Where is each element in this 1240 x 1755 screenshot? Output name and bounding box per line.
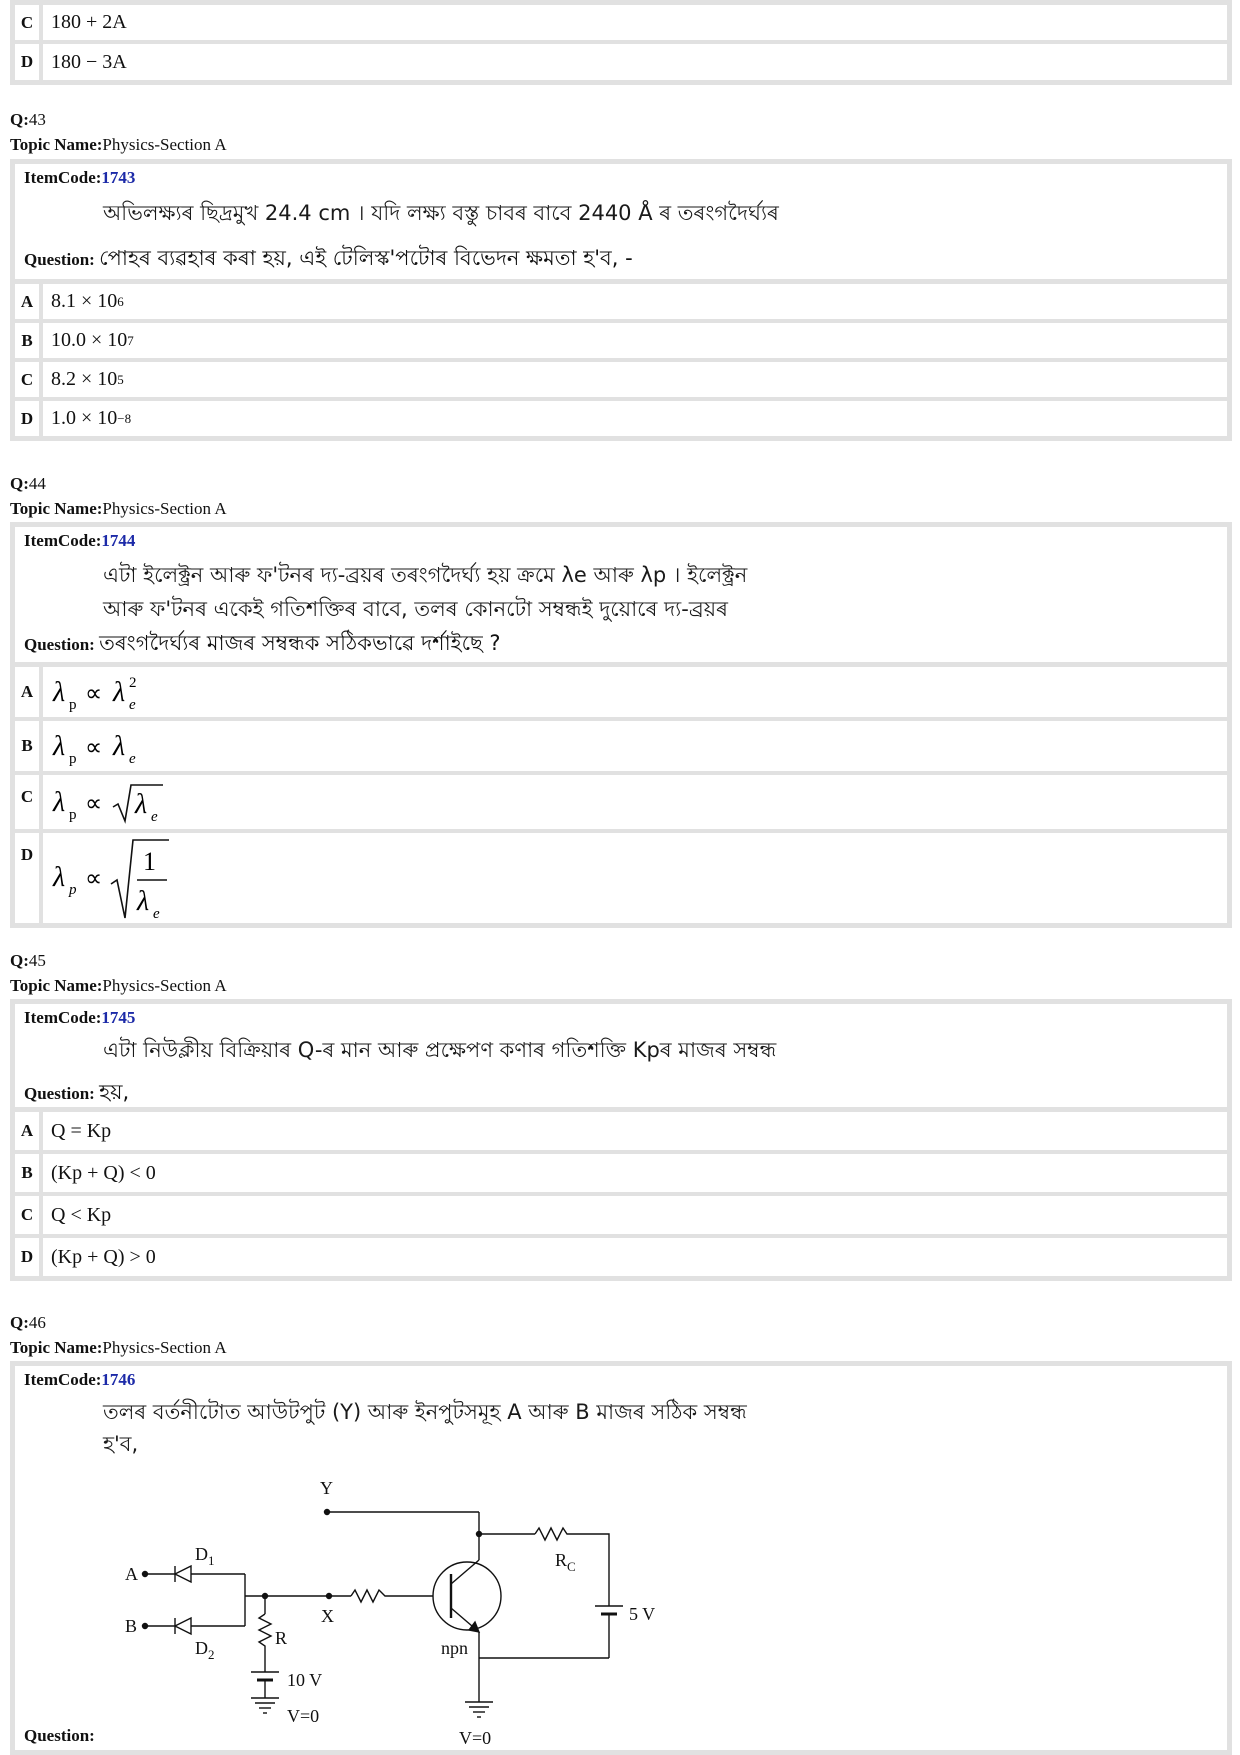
label-x: X — [321, 1606, 334, 1626]
question-box-43 — [10, 159, 1232, 279]
option-value: Q = Kp — [51, 1119, 112, 1142]
svg-text:λ: λ — [135, 789, 148, 820]
svg-text:p: p — [69, 751, 77, 767]
q-label: Q: — [10, 110, 29, 129]
question-box-44 — [10, 522, 1232, 662]
option-row[interactable] — [15, 323, 1227, 358]
option-letter: D — [15, 401, 43, 436]
option-value: Q < Kp — [51, 1203, 112, 1226]
svg-text:λ: λ — [113, 731, 126, 762]
question-header-43 — [10, 107, 227, 157]
svg-text:∝: ∝ — [85, 681, 103, 707]
question-text-line1: তলৰ বৰ্তনীটোত আউটপুট (Y) আৰু ইনপুটসমূহ A আৰু B মাজৰ সঠিক সম্বন্ধ — [103, 1400, 747, 1424]
svg-text:λ: λ — [53, 731, 66, 762]
topic-name: Physics-Section A — [102, 976, 227, 995]
svg-text:λ: λ — [53, 862, 66, 893]
option-letter: D — [15, 833, 43, 923]
svg-text:∝: ∝ — [85, 791, 103, 817]
question-text-line2: হ'ব, — [103, 1432, 139, 1456]
formula-c — [51, 777, 191, 827]
option-letter: A — [15, 1112, 43, 1150]
option-value — [43, 667, 1227, 717]
svg-text:e: e — [151, 809, 158, 825]
item-code: ItemCode:1744 — [24, 531, 136, 550]
question-label: Question: — [24, 1726, 95, 1745]
question-number: 43 — [28, 110, 46, 129]
options-table-44 — [10, 662, 1232, 928]
option-row[interactable] — [15, 833, 1227, 923]
formula-b — [51, 723, 171, 769]
svg-text:p: p — [69, 697, 77, 713]
svg-text:e: e — [129, 697, 136, 713]
svg-text:λ: λ — [113, 677, 126, 708]
label-v0-resistor: V=0 — [287, 1706, 320, 1726]
option-value: (Kp + Q) > 0 — [51, 1245, 156, 1268]
options-table-45 — [10, 1107, 1232, 1281]
option-letter: B — [15, 721, 43, 771]
option-row[interactable] — [15, 401, 1227, 436]
option-value: 180 − 3A — [51, 50, 127, 73]
label-y: Y — [320, 1478, 333, 1498]
question-header-45: Q:45 Topic Name:Physics-Section A — [10, 951, 227, 995]
topic-name: Physics-Section A — [102, 1338, 227, 1357]
svg-text:∝: ∝ — [85, 866, 103, 892]
question-label: Question: তৰংগদৈৰ্ঘ্যৰ মাজৰ সম্বন্ধক সঠিকভাৱে দৰ্শাইছে ? — [24, 631, 501, 655]
svg-text:2: 2 — [129, 675, 137, 691]
option-letter: A — [15, 667, 43, 717]
option-row[interactable] — [15, 667, 1227, 717]
option-row[interactable] — [15, 1112, 1227, 1150]
label-d2: $D_2$ — [195, 1638, 215, 1662]
option-value: (Kp + Q) < 0 — [51, 1161, 156, 1184]
option-letter: B — [15, 1154, 43, 1192]
formula-d — [51, 834, 201, 922]
option-row[interactable] — [15, 284, 1227, 319]
question-text-line2: আৰু ফ'টনৰ একেই গতিশক্তিৰ বাবে, তলৰ কোনটো সম্বন্ধই দুয়োৰে দ্য-ব্ৰয়ৰ — [103, 597, 728, 621]
option-letter: C — [15, 5, 43, 40]
topic-label: Topic Name: — [10, 135, 103, 154]
option-value — [43, 833, 1227, 923]
option-row[interactable] — [15, 1154, 1227, 1192]
option-letter: C — [15, 362, 43, 397]
option-letter: C — [15, 1196, 43, 1234]
svg-text:p: p — [69, 807, 77, 823]
item-code: ItemCode:1743 — [24, 168, 136, 187]
label-a: A — [125, 1564, 138, 1584]
option-letter: C — [15, 775, 43, 829]
option-row[interactable] — [15, 362, 1227, 397]
option-value: 1.0 × 10 −8 — [51, 407, 132, 429]
question-number: 46 — [28, 1313, 46, 1332]
label-d1: $D_1$ — [195, 1544, 215, 1568]
option-value: 180 + 2A — [51, 11, 127, 33]
option-row[interactable] — [15, 775, 1227, 829]
option-row[interactable] — [15, 44, 1227, 80]
question-text: এটা নিউক্লীয় বিক্ৰিয়াৰ Q-ৰ মান আৰু প্ৰক্ষেপণ কণাৰ গতিশক্তি Kpৰ মাজৰ সম্বন্ধ — [103, 1038, 777, 1062]
question-text: অভিলক্ষ্যৰ ছিদ্ৰমুখ 24.4 cm । যদি লক্ষ্য বস্তু চাবৰ বাবে 2440 Å ৰ তৰংগদৈৰ্ঘ্যৰ — [103, 201, 779, 225]
option-value: 8.2 × 10 5 — [51, 368, 124, 390]
option-letter: D — [15, 44, 43, 80]
option-value: 8.1 × 10 6 — [51, 290, 124, 312]
option-letter: A — [15, 284, 43, 319]
svg-text:e: e — [129, 751, 136, 767]
option-letter: D — [15, 1238, 43, 1276]
question-label: Question: হয়, — [24, 1080, 130, 1104]
question-header-44: Q:44 Topic Name:Physics-Section A — [10, 474, 227, 518]
options-table-43 — [10, 279, 1232, 441]
option-value — [43, 775, 1227, 829]
option-value: 10.0 × 10 7 — [51, 329, 134, 351]
question-label: Question: পোহৰ ব্যৱহাৰ কৰা হয়, এই টেলিস্ক'পটোৰ বিভেদন ক্ষমতা হ'ব, - — [24, 246, 633, 270]
svg-text:p: p — [69, 882, 77, 898]
option-row[interactable] — [15, 1196, 1227, 1234]
label-v0-transistor: V=0 — [459, 1728, 492, 1746]
label-rc: $R_C$ — [555, 1550, 576, 1574]
option-row[interactable] — [15, 1238, 1227, 1276]
question-text-line1: এটা ইলেক্ট্ৰন আৰু ফ'টনৰ দ্য-ব্ৰয়ৰ তৰংগদৈৰ্ঘ্য হয় ক্ৰমে λe আৰু λp । ইলেক্ট্ৰন — [103, 563, 748, 587]
formula-a — [51, 669, 171, 715]
question-box-46 — [10, 1361, 1232, 1755]
option-value — [43, 721, 1227, 771]
label-b: B — [125, 1616, 138, 1636]
topic-name: Physics-Section A — [102, 135, 227, 154]
question-number: 45 — [28, 951, 46, 970]
svg-text:1: 1 — [143, 847, 156, 876]
option-row[interactable] — [15, 5, 1227, 40]
topic-name: Physics-Section A — [102, 499, 227, 518]
svg-text:e: e — [153, 906, 160, 922]
svg-text:∝: ∝ — [85, 735, 103, 761]
svg-text:λ: λ — [53, 787, 66, 818]
question-box-45 — [10, 999, 1232, 1107]
label-5v: 5 V — [629, 1604, 656, 1624]
circuit-diagram — [115, 1476, 675, 1746]
question-number: 44 — [28, 474, 46, 493]
options-table-q42 — [10, 0, 1232, 85]
label-10v: 10 V — [287, 1670, 323, 1690]
svg-text:λ: λ — [53, 677, 66, 708]
svg-text:λ: λ — [137, 886, 150, 917]
label-r: R — [275, 1628, 288, 1648]
option-row[interactable] — [15, 721, 1227, 771]
label-npn: npn — [441, 1638, 468, 1658]
question-header-46: Q:46 Topic Name:Physics-Section A — [10, 1313, 227, 1357]
option-letter: B — [15, 323, 43, 358]
item-code: ItemCode:1745 — [24, 1008, 136, 1027]
item-code: ItemCode:1746 — [24, 1370, 136, 1389]
